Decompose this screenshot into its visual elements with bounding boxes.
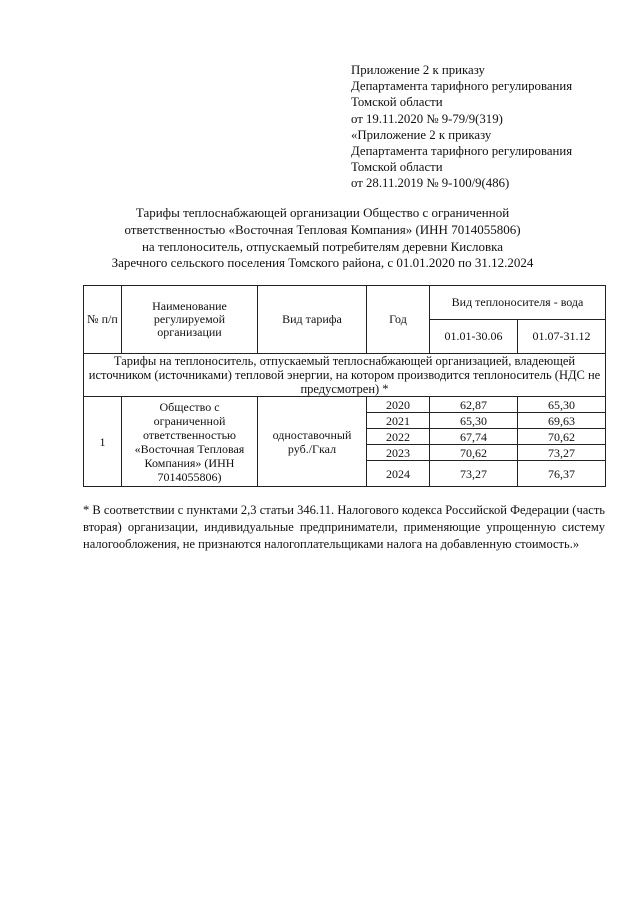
appendix-line: «Приложение 2 к приказу	[351, 127, 492, 142]
tariff-table	[83, 285, 606, 487]
header-period-1: 01.01-30.06	[430, 320, 518, 354]
title-line: Заречного сельского поселения Томского района, с 01.01.2020 по 31.12.2024	[111, 255, 534, 271]
appendix-line: от 28.11.2019 № 9-100/9(486)	[351, 176, 510, 191]
document-title	[60, 205, 585, 272]
value-cell: 69,63	[518, 413, 606, 429]
header-period-2: 01.07-31.12	[518, 320, 606, 354]
value-cell: 70,62	[430, 445, 518, 461]
year-cell: 2023	[367, 445, 430, 461]
header-tariff-type: Вид тарифа	[258, 286, 367, 354]
header-org: Наименование регулируемой организации	[122, 286, 258, 354]
appendix-line: Департамента тарифного регулирования	[351, 79, 573, 94]
appendix-header	[351, 62, 631, 192]
value-cell: 62,87	[430, 397, 518, 413]
header-year: Год	[367, 286, 430, 354]
header-num: № п/п	[84, 286, 122, 354]
title-line: Тарифы теплоснабжающей организации Общество с ограниченной	[135, 205, 510, 220]
title-line: ответственностью «Восточная Тепловая Компания» (ИНН 7014055806)	[124, 221, 521, 237]
title-line: на теплоноситель, отпускаемый потребителям деревни Кисловка	[141, 238, 504, 254]
value-cell: 76,37	[518, 461, 606, 487]
value-cell: 65,30	[430, 413, 518, 429]
year-cell: 2021	[367, 413, 430, 429]
row-tariff-type: одноставочный руб./Гкал	[258, 397, 367, 487]
section-title: Тарифы на теплоноситель, отпускаемый теплоснабжающей организацией, владеющей источником (источниками) тепловой энергии, на котором производится теплоноситель (НДС не предусмотрен) *	[84, 354, 606, 397]
value-cell: 65,30	[518, 397, 606, 413]
appendix-line: Приложение 2 к приказу	[351, 63, 485, 77]
value-cell: 70,62	[518, 429, 606, 445]
year-cell: 2024	[367, 461, 430, 487]
appendix-line: Томской области	[351, 95, 443, 110]
year-cell: 2022	[367, 429, 430, 445]
value-cell: 73,27	[518, 445, 606, 461]
appendix-line: от 19.11.2020 № 9-79/9(319)	[351, 111, 503, 126]
row-num: 1	[84, 397, 122, 487]
header-carrier: Вид теплоносителя - вода	[430, 286, 606, 320]
year-cell: 2020	[367, 397, 430, 413]
value-cell: 73,27	[430, 461, 518, 487]
value-cell: 67,74	[430, 429, 518, 445]
footnote: * В соответствии с пунктами 2,3 статьи 346.11. Налогового кодекса Российской Федерации (часть вторая) организации, индивидуальные предприниматели, применяющие упрощенную систему налогообложения, не признаются налогоплательщиками налога на добавленную стоимость.»	[83, 503, 605, 551]
appendix-line: Департамента тарифного регулирования	[351, 144, 573, 159]
row-org: Общество с ограниченной ответственностью «Восточная Тепловая Компания» (ИНН 7014055806)	[122, 397, 258, 487]
appendix-line: Томской области	[351, 160, 443, 175]
